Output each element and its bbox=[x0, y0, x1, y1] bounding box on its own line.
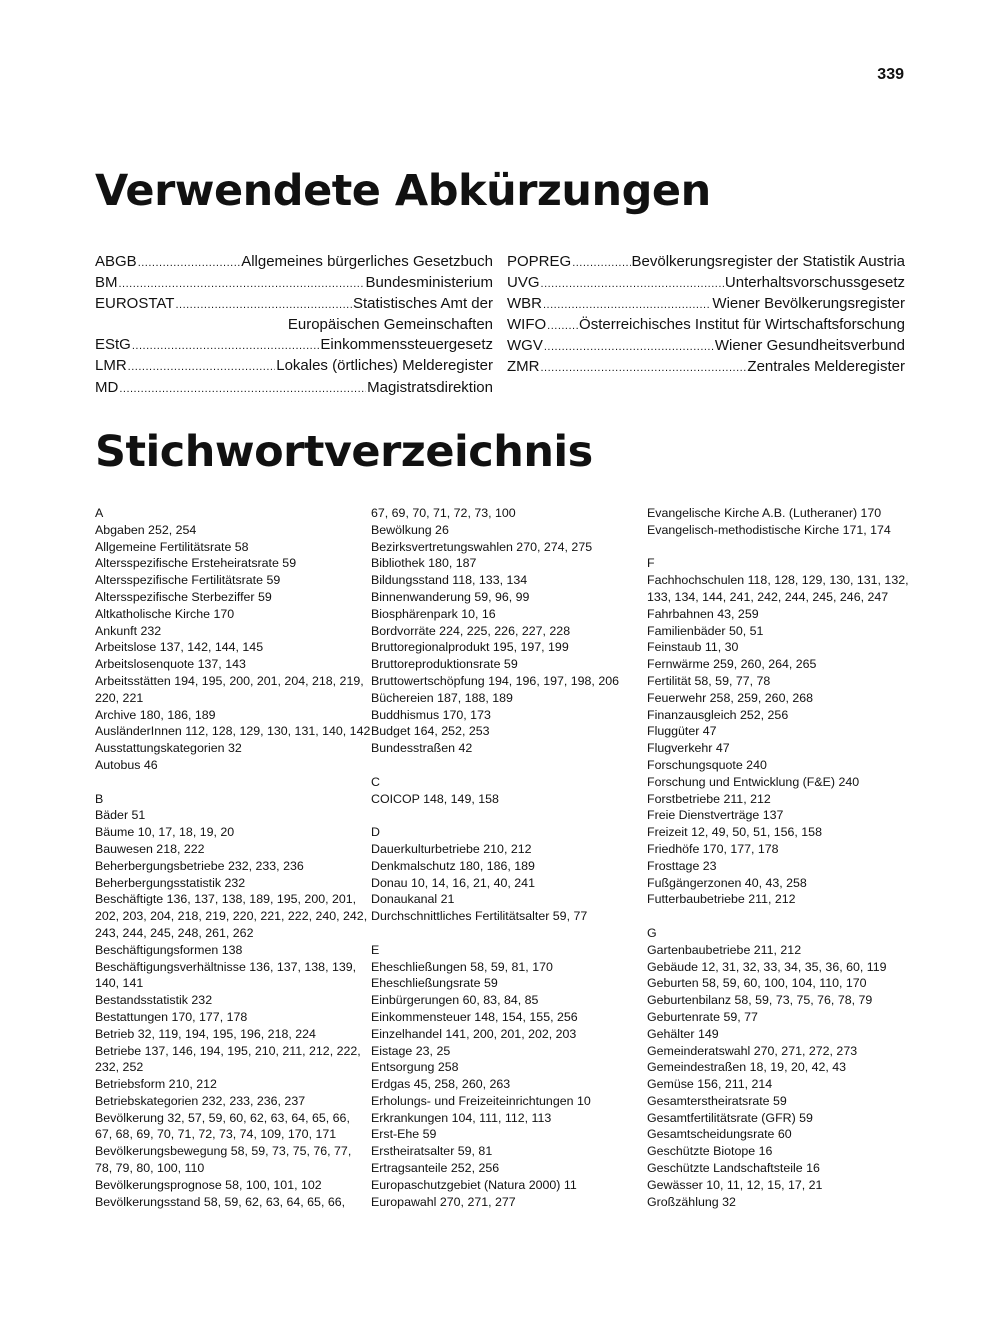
index-entry: Eheschließungsrate 59 bbox=[371, 976, 498, 991]
index-spacer bbox=[371, 925, 639, 942]
index-spacer bbox=[647, 908, 915, 925]
index-entry: Bevölkerungsprognose 58, 100, 101, 102 bbox=[95, 1177, 322, 1192]
abbreviation-term: WIFO bbox=[507, 316, 547, 334]
abbreviation-line bbox=[95, 378, 493, 399]
index-entry: AusländerInnen 112, 128, 129, 130, 131, 140, 142 bbox=[95, 724, 371, 739]
abbreviation-definition-continued: Europäischen Gemeinschaften bbox=[287, 316, 493, 334]
dot-leader bbox=[547, 315, 578, 336]
abbreviation-definition: Unterhaltsvorschussgesetz bbox=[724, 274, 905, 292]
index-entry: Dauerkulturbetriebe 210, 212 bbox=[371, 841, 532, 856]
abbreviation-term: WGV bbox=[507, 337, 543, 355]
index-letter-heading: G bbox=[647, 925, 657, 940]
abbreviation-line bbox=[95, 356, 493, 377]
index-entry: Beschäftigte 136, 137, 138, 189, 195, 200, 201, bbox=[95, 892, 357, 907]
index-entry: Betriebsform 210, 212 bbox=[95, 1077, 217, 1092]
index-entry: 67, 69, 70, 71, 72, 73, 100 bbox=[371, 506, 516, 520]
abbreviations-list-left bbox=[95, 252, 493, 399]
index-entry: Bauwesen 218, 222 bbox=[95, 841, 205, 856]
index-entry: Futterbaubetriebe 211, 212 bbox=[647, 892, 796, 907]
index-entry: COICOP 148, 149, 158 bbox=[371, 791, 499, 806]
index-entry: Eheschließungen 58, 59, 81, 170 bbox=[371, 959, 553, 974]
index-entry: Betriebe 137, 146, 194, 195, 210, 211, 212, 222, bbox=[95, 1043, 361, 1058]
abbreviation-line bbox=[507, 336, 905, 357]
index-entry: Denkmalschutz 180, 186, 189 bbox=[371, 858, 535, 873]
index-entry: Biosphärenpark 10, 16 bbox=[371, 606, 496, 621]
index-entry: Eistage 23, 25 bbox=[371, 1043, 451, 1058]
abbreviation-line bbox=[95, 335, 493, 356]
index-entry: Erstheiratsalter 59, 81 bbox=[371, 1144, 493, 1159]
index-entry: 220, 221 bbox=[95, 690, 144, 705]
index-entry: Donau 10, 14, 16, 21, 40, 241 bbox=[371, 875, 535, 890]
index-entry: Allgemeine Fertilitätsrate 58 bbox=[95, 539, 249, 554]
dot-leader bbox=[543, 294, 711, 315]
index-entry: Beherbergungsbetriebe 232, 233, 236 bbox=[95, 858, 304, 873]
abbreviation-line bbox=[507, 357, 905, 378]
dot-leader bbox=[541, 357, 747, 378]
index-entry: Bruttoreproduktionsrate 59 bbox=[371, 657, 518, 672]
abbreviation-term: ABGB bbox=[95, 253, 137, 270]
index-entry: Freie Dienstverträge 137 bbox=[647, 808, 784, 823]
abbreviation-definition: Allgemeines bürgerliches Gesetzbuch bbox=[241, 253, 493, 270]
index-entry: Bordvorräte 224, 225, 226, 227, 228 bbox=[371, 623, 571, 638]
index-entry: Beschäftigungsformen 138 bbox=[95, 942, 243, 957]
index-letter-heading: F bbox=[647, 556, 655, 571]
index-entry: Geburtenrate 59, 77 bbox=[647, 1009, 758, 1024]
abbreviation-term: EUROSTAT bbox=[95, 295, 175, 313]
index-entry: Geburtenbilanz 58, 59, 73, 75, 76, 78, 79 bbox=[647, 993, 873, 1008]
index-letter-heading: B bbox=[95, 791, 104, 806]
index-entry: Bestattungen 170, 177, 178 bbox=[95, 1009, 248, 1024]
abbreviation-entry bbox=[507, 273, 905, 294]
index-entry: Buddhismus 170, 173 bbox=[371, 707, 491, 722]
abbreviation-line bbox=[507, 252, 905, 273]
index-entry: Forstbetriebe 211, 212 bbox=[647, 791, 771, 806]
index-heading: Stichwortverzeichnis bbox=[95, 427, 593, 477]
index-entry: Forschungsquote 240 bbox=[647, 757, 767, 772]
index-entry: Frosttage 23 bbox=[647, 858, 717, 873]
index-entry: Bäume 10, 17, 18, 19, 20 bbox=[95, 825, 235, 840]
abbreviation-term: EStG bbox=[95, 336, 131, 354]
index-entry: Gartenbaubetriebe 211, 212 bbox=[647, 942, 802, 957]
index-entry: Binnenwanderung 59, 96, 99 bbox=[371, 589, 530, 604]
index-entry: Bestandsstatistik 232 bbox=[95, 993, 213, 1008]
index-entry: Feinstaub 11, 30 bbox=[647, 640, 739, 655]
index-entry: Gemeinderatswahl 270, 271, 272, 273 bbox=[647, 1043, 858, 1058]
index-entry: Forschung und Entwicklung (F&E) 240 bbox=[647, 774, 860, 789]
abbreviation-entry bbox=[507, 336, 905, 357]
abbreviation-entry bbox=[507, 252, 905, 273]
index-entry: Fachhochschulen 118, 128, 129, 130, 131, 132, bbox=[647, 573, 909, 588]
index-entry: Durchschnittliches Fertilitätsalter 59, 77 bbox=[371, 909, 588, 924]
index-entry: Bewölkung 26 bbox=[371, 522, 449, 537]
index-entry: Erholungs- und Freizeiteinrichtungen 10 bbox=[371, 1093, 591, 1108]
abbreviation-definition: Statistisches Amt der bbox=[352, 295, 493, 313]
index-entry: Gewässer 10, 11, 12, 15, 17, 21 bbox=[647, 1177, 823, 1192]
abbreviation-definition: Wiener Gesundheitsverbund bbox=[714, 337, 905, 355]
index-entry: Entsorgung 258 bbox=[371, 1060, 459, 1075]
index-entry: Altersspezifische Sterbeziffer 59 bbox=[95, 589, 272, 604]
abbreviation-definition: Bevölkerungsregister der Statistik Austria bbox=[631, 253, 905, 270]
index-spacer bbox=[371, 757, 639, 774]
abbreviations-list-right bbox=[507, 252, 905, 379]
index-entry: Bruttowertschöpfung 194, 196, 197, 198, 206 bbox=[371, 673, 619, 688]
index-entry: Altersspezifische Fertilitätsrate 59 bbox=[95, 573, 281, 588]
abbreviation-definition: Einkommenssteuergesetz bbox=[320, 336, 493, 354]
index-entry: Gesamterstheiratsrate 59 bbox=[647, 1093, 787, 1108]
abbreviation-entry bbox=[507, 294, 905, 315]
abbreviation-entry bbox=[507, 315, 905, 336]
abbreviation-line bbox=[507, 294, 905, 315]
index-spacer bbox=[647, 539, 915, 556]
index-entry: Archive 180, 186, 189 bbox=[95, 707, 216, 722]
index-entry: Finanzausgleich 252, 256 bbox=[647, 707, 789, 722]
index-entry: Ankunft 232 bbox=[95, 623, 162, 638]
index-letter-heading: D bbox=[371, 825, 380, 840]
abbreviation-definition: Zentrales Melderegister bbox=[747, 358, 905, 376]
index-entry: Autobus 46 bbox=[95, 757, 158, 772]
index-spacer bbox=[371, 807, 639, 824]
index-entry: Bevölkerungsbewegung 58, 59, 73, 75, 76, 77, bbox=[95, 1144, 352, 1159]
index-entry: Fluggüter 47 bbox=[647, 724, 717, 739]
abbreviation-term: WBR bbox=[507, 295, 542, 313]
index-entry: Bruttoregionalprodukt 195, 197, 199 bbox=[371, 640, 569, 655]
abbreviation-term: BM bbox=[95, 274, 118, 292]
abbreviation-line bbox=[507, 315, 905, 336]
index-entry: Gemüse 156, 211, 214 bbox=[647, 1077, 773, 1092]
abbreviation-term: MD bbox=[95, 378, 119, 396]
index-entry: Erdgas 45, 258, 260, 263 bbox=[371, 1077, 511, 1092]
abbreviation-entry bbox=[95, 335, 493, 356]
abbreviation-entry bbox=[95, 356, 493, 377]
index-entry: Einkommensteuer 148, 154, 155, 256 bbox=[371, 1009, 578, 1024]
abbreviation-entry bbox=[95, 252, 493, 273]
index-entry: Fahrbahnen 43, 259 bbox=[647, 606, 759, 621]
abbreviation-definition: Wiener Bevölkerungsregister bbox=[712, 295, 905, 313]
index-entry: Geschützte Biotope 16 bbox=[647, 1144, 773, 1159]
index-entry: Einzelhandel 141, 200, 201, 202, 203 bbox=[371, 1026, 577, 1041]
index-entry: Europawahl 270, 271, 277 bbox=[371, 1194, 516, 1209]
dot-leader bbox=[119, 273, 365, 294]
index-entry: Altersspezifische Ersteheiratsrate 59 bbox=[95, 556, 297, 571]
index-entry: Arbeitslosenquote 137, 143 bbox=[95, 657, 246, 672]
index-entry: Familienbäder 50, 51 bbox=[647, 623, 764, 638]
abbreviation-term: POPREG bbox=[507, 253, 572, 270]
abbreviation-entry bbox=[95, 294, 493, 335]
index-entry: Einbürgerungen 60, 83, 84, 85 bbox=[371, 993, 539, 1008]
index-entry: 243, 244, 245, 248, 261, 262 bbox=[95, 925, 254, 940]
index-entry: Gebäude 12, 31, 32, 33, 34, 35, 36, 60, 119 bbox=[647, 959, 887, 974]
index-entry: Erkrankungen 104, 111, 112, 113 bbox=[371, 1110, 552, 1125]
abbreviation-entry bbox=[95, 378, 493, 399]
index-letter-heading: C bbox=[371, 774, 380, 789]
index-letter-heading: A bbox=[95, 506, 104, 520]
index-entry: Abgaben 252, 254 bbox=[95, 522, 197, 537]
dot-leader bbox=[119, 378, 366, 399]
index-entry: Bevölkerung 32, 57, 59, 60, 62, 63, 64, 65, 66, bbox=[95, 1110, 350, 1125]
index-entry: Altkatholische Kirche 170 bbox=[95, 606, 235, 621]
abbreviation-definition: Österreichisches Institut für Wirtschaftsforschung bbox=[579, 316, 905, 334]
index-column-1 bbox=[95, 505, 371, 1210]
abbreviation-line bbox=[95, 252, 493, 273]
index-entry: Bäder 51 bbox=[95, 808, 146, 823]
index-entry: Bildungsstand 118, 133, 134 bbox=[371, 573, 528, 588]
abbreviation-line bbox=[95, 273, 493, 294]
abbreviation-term: LMR bbox=[95, 357, 127, 375]
index-entry: Gesamtscheidungsrate 60 bbox=[647, 1127, 792, 1142]
dot-leader bbox=[132, 335, 320, 356]
abbreviation-definition: Lokales (örtliches) Melderegister bbox=[276, 357, 493, 375]
abbreviations-heading: Verwendete Abkürzungen bbox=[95, 166, 711, 216]
abbreviation-definition: Bundesministerium bbox=[365, 274, 493, 292]
index-entry: Friedhöfe 170, 177, 178 bbox=[647, 841, 779, 856]
index-entry: Erst-Ehe 59 bbox=[371, 1127, 437, 1142]
index-entry: 67, 68, 69, 70, 71, 72, 73, 74, 109, 170, 171 bbox=[95, 1127, 337, 1142]
index-entry: Fernwärme 259, 260, 264, 265 bbox=[647, 657, 817, 672]
index-entry: 140, 141 bbox=[95, 976, 144, 991]
index-entry: Fußgängerzonen 40, 43, 258 bbox=[647, 875, 807, 890]
index-entry: Evangelische Kirche A.B. (Lutheraner) 170 bbox=[647, 506, 882, 520]
index-spacer bbox=[95, 774, 363, 791]
index-entry: 133, 134, 144, 241, 242, 244, 245, 246, 247 bbox=[647, 589, 889, 604]
index-column-2 bbox=[371, 505, 639, 1210]
index-entry: 232, 252 bbox=[95, 1060, 144, 1075]
abbreviation-term: UVG bbox=[507, 274, 540, 292]
index-entry: Betrieb 32, 119, 194, 195, 196, 218, 224 bbox=[95, 1026, 316, 1041]
index-entry: Europaschutzgebiet (Natura 2000) 11 bbox=[371, 1177, 577, 1192]
index-entry: Evangelisch-methodistische Kirche 171, 174 bbox=[647, 522, 891, 537]
index-entry: Büchereien 187, 188, 189 bbox=[371, 690, 513, 705]
index-entry: Freizeit 12, 49, 50, 51, 156, 158 bbox=[647, 825, 822, 840]
index-entry: Ertragsanteile 252, 256 bbox=[371, 1161, 500, 1176]
index-entry: Ausstattungskategorien 32 bbox=[95, 741, 242, 756]
page-number: 339 bbox=[877, 66, 904, 83]
index-entry: Bevölkerungsstand 58, 59, 62, 63, 64, 65, 66, bbox=[95, 1194, 346, 1209]
index-entry: 202, 203, 204, 218, 219, 220, 221, 222, 240, 242, bbox=[95, 909, 368, 924]
index-entry: Bezirksvertretungswahlen 270, 274, 275 bbox=[371, 539, 593, 554]
dot-leader bbox=[138, 252, 241, 273]
abbreviation-definition: Magistratsdirektion bbox=[367, 378, 493, 396]
index-entry: Großzählung 32 bbox=[647, 1194, 736, 1209]
index-entry: Budget 164, 252, 253 bbox=[371, 724, 490, 739]
index-entry: Geschützte Landschaftsteile 16 bbox=[647, 1161, 820, 1176]
abbreviation-line bbox=[95, 294, 493, 315]
index-entry: Donaukanal 21 bbox=[371, 892, 455, 907]
abbreviation-line bbox=[507, 273, 905, 294]
index-entry: Arbeitsstätten 194, 195, 200, 201, 204, 218, 219, bbox=[95, 673, 364, 688]
index-entry: Bibliothek 180, 187 bbox=[371, 556, 477, 571]
dot-leader bbox=[572, 252, 630, 273]
index-entry: Arbeitslose 137, 142, 144, 145 bbox=[95, 640, 264, 655]
index-entry: 78, 79, 80, 100, 110 bbox=[95, 1161, 205, 1176]
index-entry: Gesamtfertilitätsrate (GFR) 59 bbox=[647, 1110, 813, 1125]
index-letter-heading: E bbox=[371, 942, 380, 957]
index-entry: Fertilität 58, 59, 77, 78 bbox=[647, 673, 771, 688]
dot-leader bbox=[541, 273, 724, 294]
abbreviation-entry bbox=[95, 273, 493, 294]
dot-leader bbox=[128, 356, 276, 377]
index-entry: Gehälter 149 bbox=[647, 1026, 719, 1041]
index-entry: Betriebskategorien 232, 233, 236, 237 bbox=[95, 1093, 306, 1108]
abbreviation-term: ZMR bbox=[507, 358, 540, 376]
index-entry: Bundesstraßen 42 bbox=[371, 741, 473, 756]
dot-leader bbox=[544, 336, 714, 357]
index-entry: Gemeindestraßen 18, 19, 20, 42, 43 bbox=[647, 1060, 847, 1075]
index-entry: Geburten 58, 59, 60, 100, 104, 110, 170 bbox=[647, 976, 867, 991]
dot-leader bbox=[175, 294, 351, 315]
index-column-3 bbox=[647, 505, 915, 1210]
index-entry: Beschäftigungsverhältnisse 136, 137, 138, 139, bbox=[95, 959, 357, 974]
index-entry: Beherbergungsstatistik 232 bbox=[95, 875, 246, 890]
index-entry: Feuerwehr 258, 259, 260, 268 bbox=[647, 690, 814, 705]
index-entry: Flugverkehr 47 bbox=[647, 741, 730, 756]
abbreviation-entry bbox=[507, 357, 905, 378]
